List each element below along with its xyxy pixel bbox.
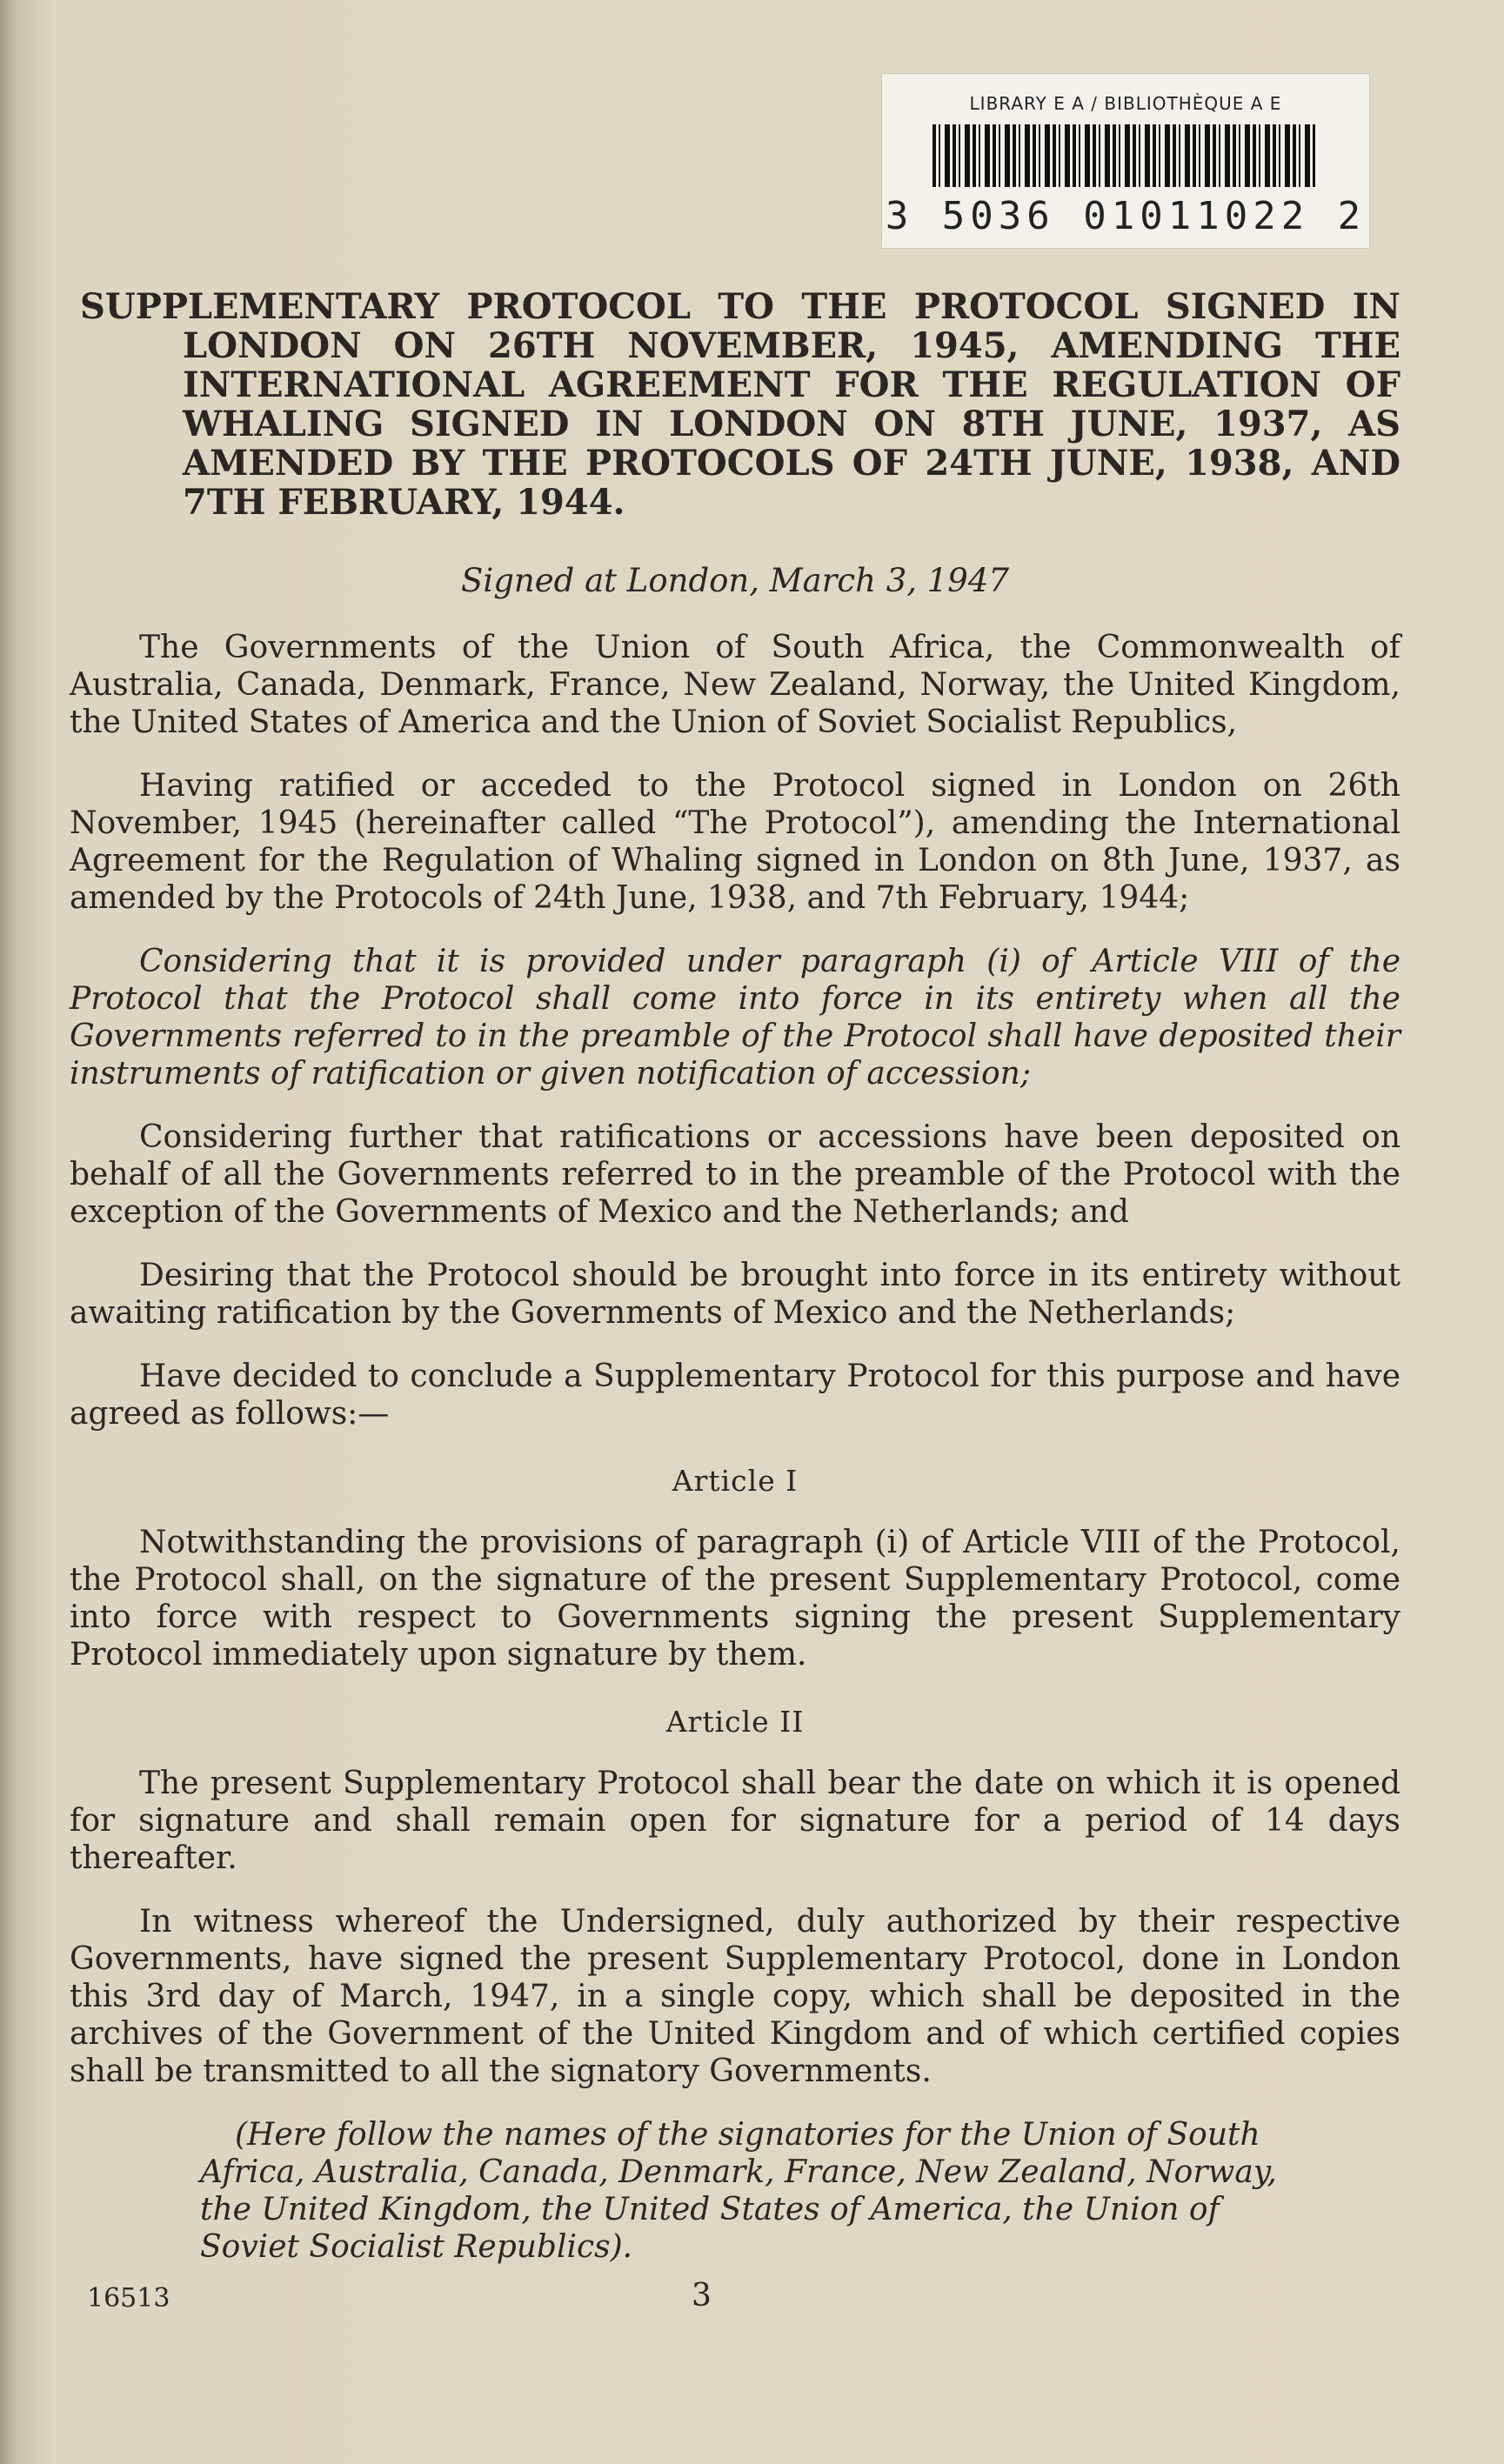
preamble-paragraph: Have decided to conclude a Supplementary Protocol for this purpose and have agreed as follows:— <box>70 1359 1400 1432</box>
preamble-paragraph: Desiring that the Protocol should be brought into force in its entirety without awaiting ratification by the Governments of Mexico and the Netherlands; <box>70 1258 1400 1331</box>
barcode-number: 3 5036 01011022 2 <box>885 194 1367 238</box>
barcode-icon <box>932 124 1315 187</box>
library-barcode-label <box>881 73 1370 249</box>
article-2-heading: Article II <box>665 1705 805 1739</box>
signing-date: Signed at London, March 3, 1947 <box>461 562 1009 599</box>
document-body <box>70 287 1400 2266</box>
article-1-text: Notwithstanding the provisions of paragraph (i) of Article VIII of the Protocol, the Protocol shall, on the signature of the present Supplementary Protocol, come into force with respect to Governments signing the present Supplementary Protocol immediately upon signature by them. <box>70 1525 1400 1673</box>
witness-clause: In witness whereof the Undersigned, duly authorized by their respective Governments, have signed the present Supplementary Protocol, done in London this 3rd day of March, 1947, in a single copy, which shall be deposited in the archives of the Government of the United Kingdom and of which certified copies shall be transmitted to all the signatory Governments. <box>70 1904 1400 2089</box>
preamble-paragraph: Considering further that ratifications or accessions have been deposited on behalf of all the Governments referred to in the preamble of the Protocol with the exception of the Governments of Mexico and the Netherlands; and <box>70 1119 1400 1230</box>
page-number: 3 <box>692 2278 712 2314</box>
signatories-note: (Here follow the names of the signatories for the Union of South Africa, Australia, Canada, Denmark, France, New Zealand, Norway, the United Kingdom, the United States of America, the Union of Soviet Socialist Republics). <box>200 2117 1277 2265</box>
preamble-paragraph: Considering that it is provided under paragraph (i) of Article VIII of the Protocol that the Protocol shall come into force in its entirety when all the Governments referred to in the preamble of the Protocol shall have deposited their instruments of ratification or given notification of accession; <box>70 944 1400 1092</box>
article-1-heading: Article I <box>672 1464 799 1498</box>
library-label-title: LIBRARY E A / BIBLIOTHÈQUE A E <box>969 93 1282 114</box>
preamble-paragraph: Having ratified or acceded to the Protocol signed in London on 26th November, 1945 (hereinafter called “The Protocol”), amending the International Agreement for the Regulation of Whaling signed in London on 8th June, 1937, as amended by the Protocols of 24th June, 1938, and 7th February, 1944; <box>70 768 1400 916</box>
document-title: SUPPLEMENTARY PROTOCOL TO THE PROTOCOL SIGNED IN LONDON ON 26TH NOVEMBER, 1945, AMENDING THE INTERNATIONAL AGREEMENT FOR THE REGULATION OF WHALING SIGNED IN LONDON ON 8TH JUNE, 1937, AS AMENDED BY THE PROTOCOLS OF 24TH JUNE, 1938, AND 7TH FEBRUARY, 1944. <box>80 286 1400 523</box>
page-footer <box>87 2278 1392 2327</box>
print-code: 16513 <box>87 2283 170 2314</box>
article-2-text: The present Supplementary Protocol shall bear the date on which it is opened for signature and shall remain open for signature for a period of 14 days thereafter. <box>70 1766 1400 1876</box>
preamble-paragraph: The Governments of the Union of South Africa, the Commonwealth of Australia, Canada, Denmark, France, New Zealand, Norway, the United Kingdom, the United States of America and the Union of Soviet Socialist Republics, <box>70 630 1400 740</box>
